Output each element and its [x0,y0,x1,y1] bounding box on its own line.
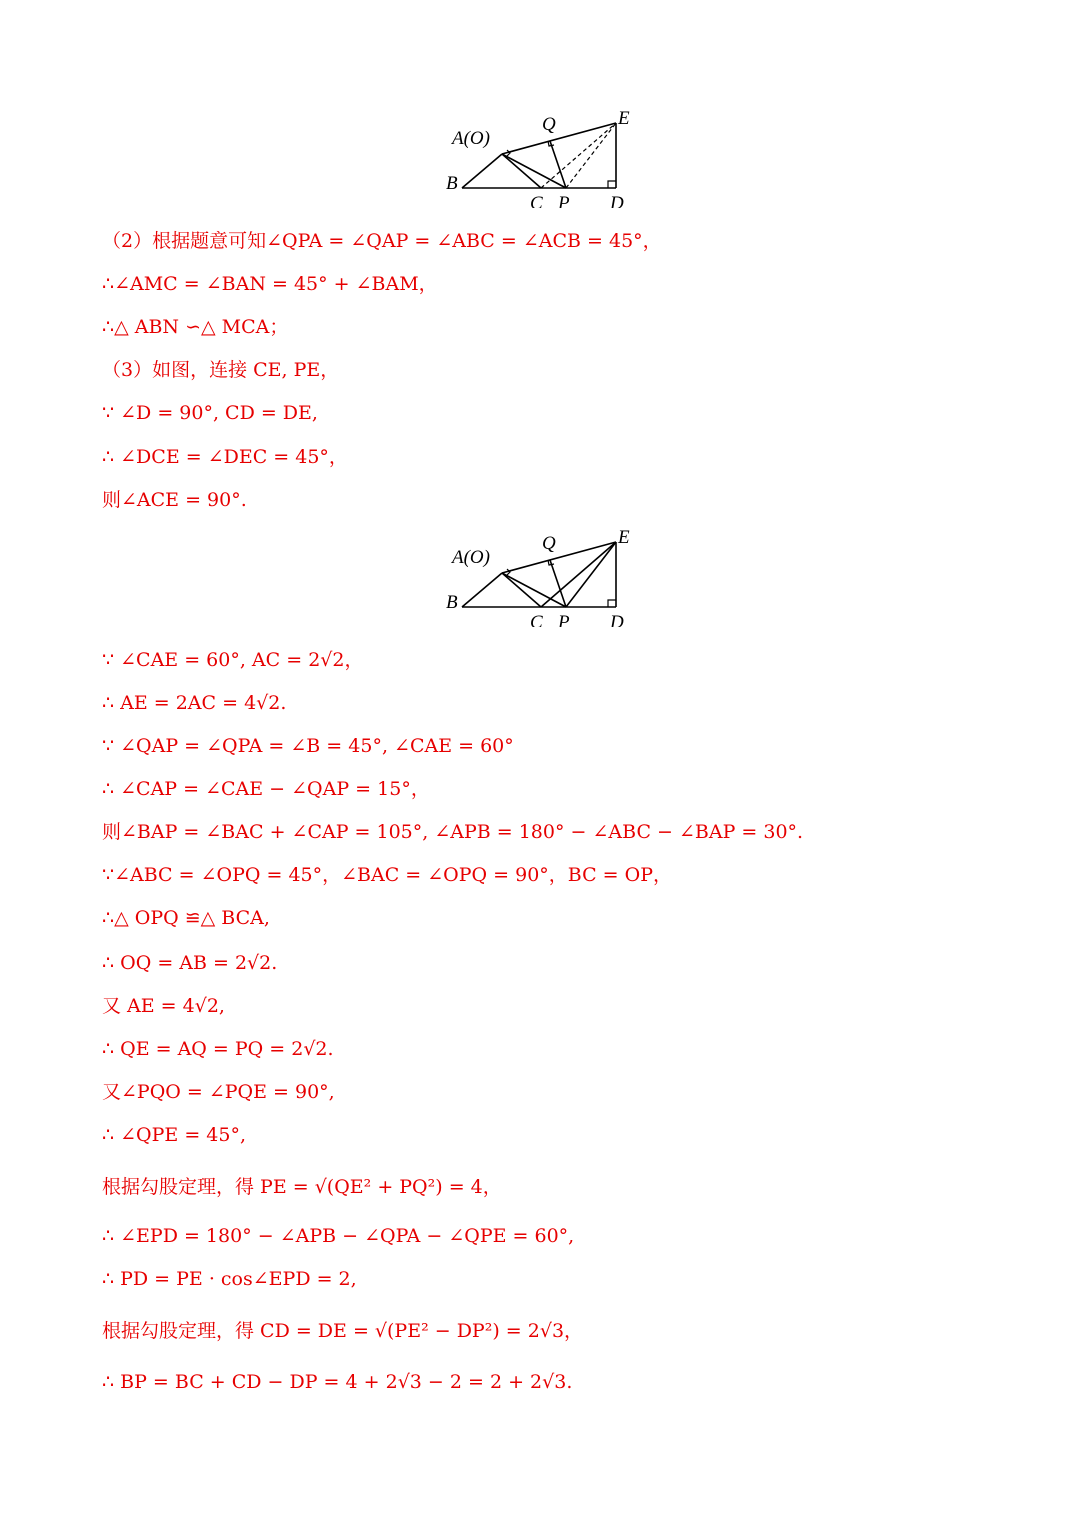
solution-line: （3）如图，连接 CE, PE， [102,359,340,381]
solution-line: ∵ ∠CAE = 60°, AC = 2√2， [102,649,364,671]
label-Q: Q [542,533,556,554]
solution-line: 又∠PQO = ∠PQE = 90°, [102,1081,335,1103]
solution-line: 根据勾股定理，得 CD = DE = √(PE² − DP²) = 2√3， [102,1320,584,1342]
solution-line: （2）根据题意可知∠QPA = ∠QAP = ∠ABC = ∠ACB = 45°， [102,230,662,252]
label-A: A(O) [452,547,490,568]
solution-line: ∴ ∠QPE = 45°, [102,1124,246,1146]
label-Q: Q [542,114,556,135]
geometry-figure-1 [440,108,640,208]
solution-line: ∴ ∠EPD = 180° − ∠APB − ∠QPA − ∠QPE = 60°, [102,1225,575,1247]
label-E: E [618,108,630,129]
solution-line: ∴△ OPQ ≌△ BCA, [102,907,270,929]
label-A: A(O) [452,128,490,149]
label-P: P [558,193,570,208]
solution-line: 则∠ACE = 90°. [102,489,247,511]
solution-line: ∴ PD = PE · cos∠EPD = 2, [102,1268,357,1290]
solution-line: ∴ OQ = AB = 2√2. [102,952,278,974]
solution-line: ∵∠ABC = ∠OPQ = 45°，∠BAC = ∠OPQ = 90°，BC = OP， [102,864,673,886]
solution-line: ∴ ∠CAP = ∠CAE − ∠QAP = 15°， [102,778,430,800]
label-B: B [446,173,458,194]
solution-line: ∵ ∠D = 90°, CD = DE, [102,402,318,424]
solution-line: ∴ ∠DCE = ∠DEC = 45°， [102,446,348,468]
label-D: D [610,612,624,627]
solution-line: ∴ BP = BC + CD − DP = 4 + 2√3 − 2 = 2 + 2√3. [102,1371,573,1393]
label-C: C [530,612,543,627]
label-E: E [618,527,630,548]
solution-line: ∵ ∠QAP = ∠QPA = ∠B = 45°, ∠CAE = 60° [102,735,514,757]
solution-line: ∴△ ABN ∽△ MCA； [102,316,289,338]
label-C: C [530,193,543,208]
label-B: B [446,592,458,613]
label-D: D [610,193,624,208]
geometry-figure-2 [440,527,640,627]
solution-line: ∴ AE = 2AC = 4√2. [102,692,287,714]
label-P: P [558,612,570,627]
solution-line: ∴∠AMC = ∠BAN = 45° + ∠BAM， [102,273,438,295]
solution-line: 又 AE = 4√2, [102,995,225,1017]
solution-line: 根据勾股定理，得 PE = √(QE² + PQ²) = 4， [102,1176,502,1198]
solution-line: 则∠BAP = ∠BAC + ∠CAP = 105°, ∠APB = 180° − ∠ABC − ∠BAP = 30°. [102,821,804,843]
solution-line: ∴ QE = AQ = PQ = 2√2. [102,1038,334,1060]
